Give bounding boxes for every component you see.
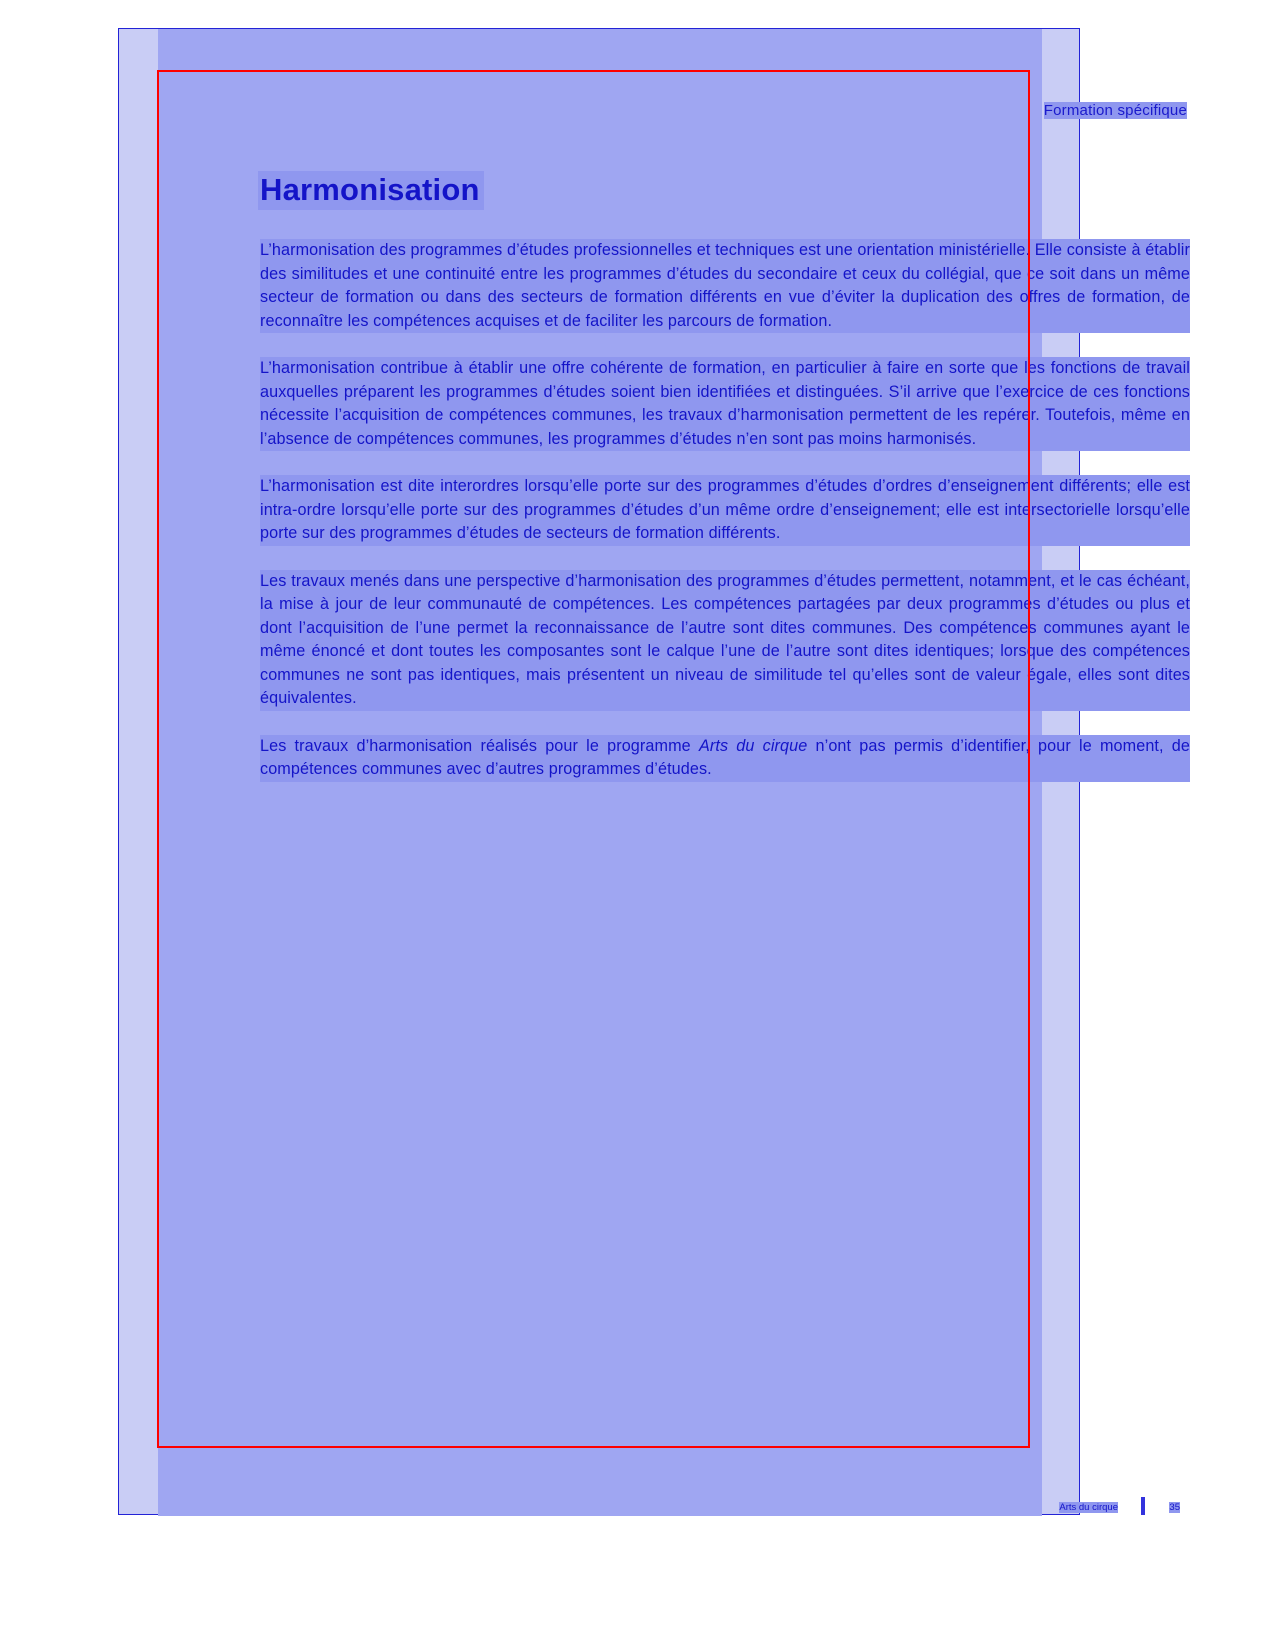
paragraph-1: L’harmonisation des programmes d’études professionnelles et techniques est une orientation ministérielle. Elle consiste à établir des similitudes et une continuité entre les programmes d’études du secondaire et ceux du collégial, que ce soit dans un même secteur de formation ou dans des secteurs de formation différents en vue d’éviter la duplication des offres de formation, de reconnaître les compétences acquises et de faciliter les parcours de formation.: [260, 239, 1190, 333]
page-footer: [258, 1497, 1188, 1513]
page-content: [258, 91, 1188, 1511]
paragraph-5-before: Les travaux d’harmonisation réalisés pour le programme: [260, 736, 699, 755]
paragraph-2: L’harmonisation contribue à établir une offre cohérente de formation, en particulier à faire en sorte que les fonctions de travail auxquelles préparent les programmes d’études soient bien identifiées et distinguées. S’il arrive que l’exercice de ces fonctions nécessite l’acquisition de compétences communes, les travaux d’harmonisation permettent de les repérer. Toutefois, même en l’absence de compétences communes, les programmes d’études n’en sont pas moins harmonisés.: [260, 357, 1190, 451]
page-title: Harmonisation: [258, 171, 484, 210]
footer-page-number: 35: [1169, 1502, 1180, 1513]
page-header-label: Formation spécifique: [1043, 102, 1187, 119]
footer-program-label: Arts du cirque: [1059, 1502, 1118, 1513]
text-cursor-caret: [1141, 1497, 1145, 1515]
program-name-italic: Arts du cirque: [698, 736, 808, 755]
paragraph-5-after: n’ont pas permis d’identifier, pour le moment, de compétences communes avec d’autres programmes d’études.: [260, 736, 1190, 778]
paragraph-3: L’harmonisation est dite interordres lorsqu’elle porte sur des programmes d’études d’ordres d’enseignement différents; elle est intra-ordre lorsqu’elle porte sur des programmes d’études d’un même ordre d’enseignement; elle est intersectorielle lorsqu’elle porte sur des programmes d’études de secteurs de formation différents.: [260, 475, 1190, 546]
body-text-column: [260, 239, 1190, 782]
document-page: [118, 28, 1190, 1515]
paragraph-4: Les travaux menés dans une perspective d’harmonisation des programmes d’études permettent, notamment, et le cas échéant, la mise à jour de leur communauté de compétences. Les compétences partagées par deux programmes d’études ou plus et dont l’acquisition de l’une permet la reconnaissance de l’autre sont dites communes. Des compétences communes ayant le même énoncé et dont toutes les composantes sont le calque l’une de l’autre sont dites identiques; lorsque des compétences communes ne sont pas identiques, mais présentent un niveau de similitude tel qu’elles sont de valeur égale, elles sont dites équivalentes.: [260, 570, 1190, 711]
paragraph-5: [260, 735, 1190, 782]
